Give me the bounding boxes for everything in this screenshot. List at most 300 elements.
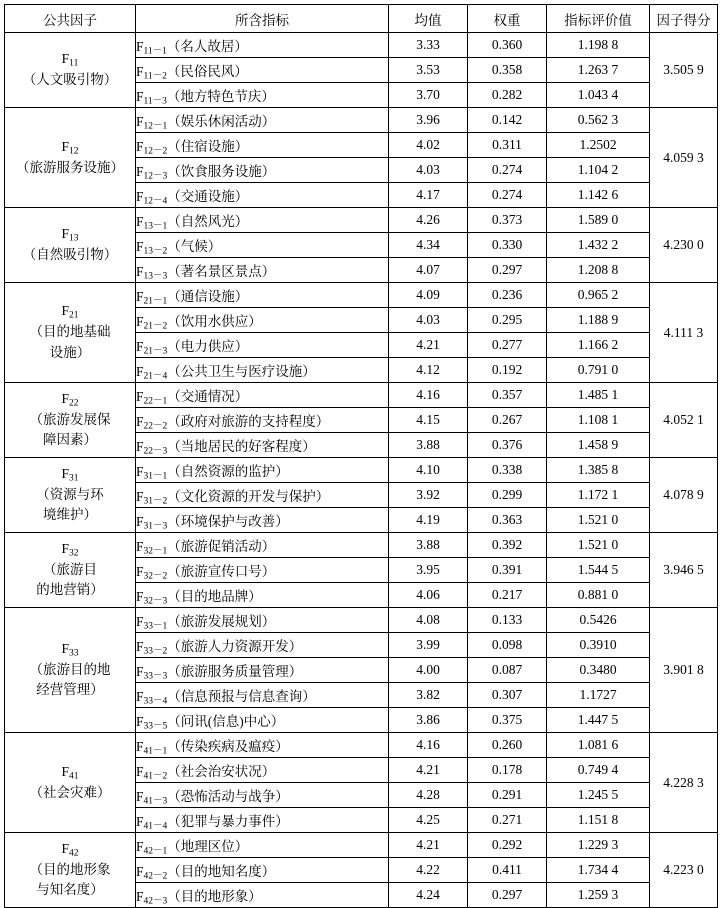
index-cell [136,158,389,183]
column-header-factor: 公共因子 [5,5,136,33]
eval-cell: 1.142 6 [547,183,650,208]
index-cell [136,283,389,308]
index-name: （气候） [167,239,222,254]
index-name: （信息预报与信息查询） [167,689,316,704]
index-cell [136,708,389,733]
factor-score-cell: 3.505 9 [650,33,718,108]
index-code: $F_{33-1}$ [136,614,168,632]
mean-cell: 4.09 [389,283,468,308]
index-subscript: 32－2 [143,571,168,582]
table-row [5,33,718,58]
factor-cell [5,208,136,283]
index-code: $F_{33-5}$ [136,714,168,732]
factor-score-cell: 4.228 3 [650,733,718,833]
index-cell [136,358,389,383]
index-cell [136,858,389,883]
factor-name: （旅游发展保 [29,411,111,427]
index-subscript: 33－5 [143,721,168,732]
index-code: $F_{13-2}$ [136,239,168,257]
eval-cell: 1.198 8 [547,33,650,58]
factor-code: $F_{32}$ [61,540,79,559]
index-name: （旅游人力资源开发） [167,639,303,654]
index-subscript: 11－3 [143,96,167,107]
table-row [5,608,718,633]
mean-cell: 4.25 [389,808,468,833]
factor-name: 设施） [49,344,91,360]
eval-cell: 0.749 4 [547,758,650,783]
index-cell [136,383,389,408]
index-name: （住宿设施） [167,139,249,154]
index-cell [136,433,389,458]
eval-cell: 1.544 5 [547,558,650,583]
mean-cell: 4.28 [389,783,468,808]
factor-name: （目的地形象 [29,861,111,877]
index-subscript: 31－3 [143,521,168,532]
mean-cell: 3.33 [389,33,468,58]
eval-cell: 1.447 5 [547,708,650,733]
index-code: $F_{42-2}$ [136,864,168,882]
eval-cell: 1.245 5 [547,783,650,808]
mean-cell: 3.99 [389,633,468,658]
index-subscript: 32－3 [143,596,168,607]
index-code: $F_{41-1}$ [136,739,168,757]
weight-cell: 0.338 [468,458,547,483]
index-name: （恐怖活动与战争） [167,789,289,804]
index-subscript: 42－1 [143,846,168,857]
weight-cell: 0.373 [468,208,547,233]
index-name: （旅游宣传口号） [167,564,276,579]
factor-name: （旅游服务设施） [16,159,124,175]
factor-name: 障因素） [43,432,97,448]
eval-cell: 1.188 9 [547,308,650,333]
index-subscript: 42－3 [143,896,168,907]
index-name: （交通设施） [167,189,249,204]
table-row [5,383,718,408]
index-code: $F_{31-2}$ [136,489,168,507]
index-subscript: 22－1 [143,396,168,407]
eval-cell: 1.432 2 [547,233,650,258]
index-name: （政府对旅游的支持程度） [167,414,330,429]
column-header-index: 所含指标 [136,5,389,33]
mean-cell: 4.16 [389,733,468,758]
factor-code: $F_{42}$ [61,840,79,859]
index-cell [136,33,389,58]
mean-cell: 3.86 [389,708,468,733]
index-subscript: 22－2 [143,421,168,432]
weight-cell: 0.357 [468,383,547,408]
index-code: $F_{42-3}$ [136,889,168,907]
eval-cell: 1.458 9 [547,433,650,458]
factor-cell [5,283,136,383]
factor-cell [5,383,136,458]
weight-cell: 0.133 [468,608,547,633]
factor-name: （自然吸引物） [22,247,118,262]
index-code: $F_{12-1}$ [136,114,168,132]
mean-cell: 4.24 [389,883,468,908]
index-code: $F_{21-3}$ [136,339,168,357]
eval-cell: 1.385 8 [547,458,650,483]
index-code: $F_{42-1}$ [136,839,168,857]
index-subscript: 41－1 [143,746,168,757]
factor-code: $F_{12}$ [61,138,79,157]
mean-cell: 3.88 [389,433,468,458]
index-cell [136,458,389,483]
evaluation-table [4,4,718,908]
eval-cell: 1.259 3 [547,883,650,908]
mean-cell: 4.07 [389,258,468,283]
index-name: （著名景区景点） [167,264,276,279]
index-cell [136,758,389,783]
index-subscript: 33－4 [143,696,168,707]
weight-cell: 0.297 [468,883,547,908]
eval-cell: 1.521 0 [547,508,650,533]
mean-cell: 4.06 [389,583,468,608]
mean-cell: 4.03 [389,158,468,183]
eval-cell: 0.791 0 [547,358,650,383]
mean-cell: 4.21 [389,333,468,358]
index-code: $F_{11-1}$ [136,39,167,57]
weight-cell: 0.087 [468,658,547,683]
index-code: $F_{33-3}$ [136,664,168,682]
table-row [5,733,718,758]
index-name: （通信设施） [167,289,249,304]
table-row [5,833,718,858]
factor-name: 境维护） [43,507,97,523]
mean-cell: 4.19 [389,508,468,533]
eval-cell: 1.166 2 [547,333,650,358]
index-name: （当地居民的好客程度） [167,439,316,454]
weight-cell: 0.375 [468,708,547,733]
table-row [5,208,718,233]
mean-cell: 3.88 [389,533,468,558]
column-header-eval: 指标评价值 [547,5,650,33]
index-name: （电力供应） [167,339,249,354]
index-code: $F_{41-2}$ [136,764,168,782]
weight-cell: 0.307 [468,683,547,708]
mean-cell: 4.16 [389,383,468,408]
index-subscript: 42－2 [143,871,168,882]
eval-cell: 1.263 7 [547,58,650,83]
factor-cell [5,608,136,733]
index-cell [136,183,389,208]
index-subscript: 41－3 [143,796,168,807]
index-name: （社会治安状况） [167,764,276,779]
index-subscript: 21－4 [143,371,168,382]
eval-cell: 1.1727 [547,683,650,708]
index-subscript: 21－2 [143,321,168,332]
index-name: （旅游促销活动） [167,539,276,554]
column-header-mean: 均值 [389,5,468,33]
factor-score-cell: 3.946 5 [650,533,718,608]
factor-subscript: 33 [69,648,79,659]
factor-subscript: 31 [69,473,79,484]
eval-cell: 1.172 1 [547,483,650,508]
eval-cell: 0.562 3 [547,108,650,133]
factor-code: $F_{33}$ [61,640,79,659]
mean-cell: 4.12 [389,358,468,383]
index-subscript: 21－3 [143,346,168,357]
weight-cell: 0.178 [468,758,547,783]
index-cell [136,783,389,808]
weight-cell: 0.282 [468,83,547,108]
eval-cell: 1.2502 [547,133,650,158]
factor-subscript: 11 [69,58,79,69]
weight-cell: 0.330 [468,233,547,258]
factor-cell [5,833,136,908]
index-code: $F_{21-1}$ [136,289,168,307]
weight-cell: 0.299 [468,483,547,508]
factor-subscript: 13 [69,233,79,244]
factor-score-cell: 4.230 0 [650,208,718,283]
index-code: $F_{13-1}$ [136,214,168,232]
weight-cell: 0.217 [468,583,547,608]
weight-cell: 0.391 [468,558,547,583]
eval-cell: 1.043 4 [547,83,650,108]
index-name: （目的地知名度） [167,864,276,879]
factor-name: （旅游目的地 [29,661,111,677]
index-subscript: 12－3 [143,171,168,182]
weight-cell: 0.363 [468,508,547,533]
index-code: $F_{12-4}$ [136,189,168,207]
eval-cell: 1.734 4 [547,858,650,883]
factor-code: $F_{31}$ [61,465,79,484]
weight-cell: 0.311 [468,133,547,158]
factor-subscript: 21 [69,310,79,321]
factor-cell [5,533,136,608]
index-code: $F_{22-2}$ [136,414,168,432]
table-row [5,458,718,483]
index-cell [136,333,389,358]
factor-cell [5,108,136,208]
factor-cell [5,33,136,108]
index-subscript: 21－1 [143,296,168,307]
index-cell [136,733,389,758]
index-name: （地方特色节庆） [166,89,275,104]
column-header-weight: 权重 [468,5,547,33]
eval-cell: 0.3910 [547,633,650,658]
index-code: $F_{41-3}$ [136,789,168,807]
eval-cell: 1.521 0 [547,533,650,558]
mean-cell: 3.53 [389,58,468,83]
index-subscript: 12－2 [143,146,168,157]
factor-code: $F_{13}$ [61,226,79,244]
weight-cell: 0.411 [468,858,547,883]
index-cell [136,308,389,333]
index-cell [136,408,389,433]
index-name: （旅游发展规划） [167,614,276,629]
index-subscript: 22－3 [143,446,168,457]
weight-cell: 0.274 [468,158,547,183]
index-code: $F_{12-2}$ [136,139,168,157]
index-cell [136,808,389,833]
index-cell [136,133,389,158]
index-cell [136,683,389,708]
index-name: （犯罪与暴力事件） [167,814,289,829]
factor-cell [5,733,136,833]
index-code: $F_{11-3}$ [136,89,167,107]
index-name: （娱乐休闲活动） [167,114,276,129]
weight-cell: 0.295 [468,308,547,333]
table-row [5,533,718,558]
eval-cell: 0.5426 [547,608,650,633]
index-cell [136,258,389,283]
table-header-row [5,5,718,33]
mean-cell: 4.21 [389,758,468,783]
eval-cell: 0.965 2 [547,283,650,308]
eval-cell: 1.151 8 [547,808,650,833]
mean-cell: 4.15 [389,408,468,433]
table-row [5,108,718,133]
weight-cell: 0.098 [468,633,547,658]
index-subscript: 31－1 [143,471,168,482]
mean-cell: 4.08 [389,608,468,633]
mean-cell: 4.02 [389,133,468,158]
index-code: $F_{32-2}$ [136,564,168,582]
eval-cell: 1.104 2 [547,158,650,183]
factor-subscript: 12 [69,146,79,157]
mean-cell: 4.00 [389,658,468,683]
factor-code: $F_{41}$ [61,763,79,782]
eval-cell: 0.3480 [547,658,650,683]
factor-name: （旅游目 [43,561,97,577]
factor-name: （人文吸引物） [22,72,118,87]
index-name: （自然风光） [167,214,249,229]
factor-subscript: 41 [69,771,79,782]
index-code: $F_{33-2}$ [136,639,168,657]
index-subscript: 33－3 [143,671,168,682]
index-name: （目的地形象） [167,889,262,904]
index-name: （公共卫生与医疗设施） [167,364,316,379]
index-cell [136,608,389,633]
index-cell [136,208,389,233]
index-cell [136,833,389,858]
index-cell [136,583,389,608]
index-code: $F_{21-2}$ [136,314,168,332]
index-subscript: 12－1 [143,121,168,132]
index-code: $F_{21-4}$ [136,364,168,382]
index-code: $F_{41-4}$ [136,814,168,832]
weight-cell: 0.360 [468,33,547,58]
index-code: $F_{33-4}$ [136,689,168,707]
factor-cell [5,458,136,533]
index-code: $F_{11-2}$ [136,64,167,82]
index-code: $F_{31-1}$ [136,464,168,482]
eval-cell: 1.081 6 [547,733,650,758]
factor-subscript: 32 [69,548,79,559]
mean-cell: 3.96 [389,108,468,133]
index-code: $F_{12-3}$ [136,164,168,182]
index-subscript: 13－1 [143,221,168,232]
index-name: （旅游服务质量管理） [167,664,303,679]
mean-cell: 4.34 [389,233,468,258]
weight-cell: 0.267 [468,408,547,433]
index-name: （文化资源的开发与保护） [167,489,330,504]
index-cell [136,508,389,533]
index-name: （民俗民风） [166,64,248,79]
index-cell [136,233,389,258]
index-cell [136,108,389,133]
index-name: （目的地品牌） [167,589,262,604]
factor-score-cell: 4.052 1 [650,383,718,458]
factor-code: $F_{11}$ [61,51,79,69]
index-name: （饮用水供应） [167,314,262,329]
column-header-score: 因子得分 [650,5,718,33]
index-name: （名人故居） [166,39,248,54]
mean-cell: 4.22 [389,858,468,883]
index-cell [136,658,389,683]
index-subscript: 13－3 [143,271,168,282]
index-subscript: 32－1 [143,546,168,557]
factor-name: （社会灾难） [29,784,111,800]
index-code: $F_{22-1}$ [136,389,168,407]
index-code: $F_{13-3}$ [136,264,168,282]
index-cell [136,558,389,583]
mean-cell: 3.92 [389,483,468,508]
index-code: $F_{32-3}$ [136,589,168,607]
factor-score-cell: 3.901 8 [650,608,718,733]
index-subscript: 12－4 [143,196,168,207]
weight-cell: 0.236 [468,283,547,308]
index-name: （自然资源的监护） [167,464,289,479]
eval-cell: 0.881 0 [547,583,650,608]
factor-score-cell: 4.223 0 [650,833,718,908]
factor-score-cell: 4.059 3 [650,108,718,208]
mean-cell: 4.03 [389,308,468,333]
factor-score-cell: 4.078 9 [650,458,718,533]
index-code: $F_{32-1}$ [136,539,168,557]
index-name: （交通情况） [167,389,249,404]
index-cell [136,883,389,908]
table-body [5,33,718,908]
mean-cell: 3.70 [389,83,468,108]
weight-cell: 0.260 [468,733,547,758]
factor-subscript: 42 [69,848,79,859]
factor-code: $F_{22}$ [61,390,79,409]
weight-cell: 0.271 [468,808,547,833]
eval-cell: 1.208 8 [547,258,650,283]
mean-cell: 4.10 [389,458,468,483]
weight-cell: 0.292 [468,833,547,858]
index-cell [136,533,389,558]
index-cell [136,83,389,108]
index-subscript: 33－2 [143,646,168,657]
table-row [5,283,718,308]
factor-subscript: 22 [69,398,79,409]
index-name: （传染疾病及瘟疫） [167,739,289,754]
eval-cell: 1.229 3 [547,833,650,858]
factor-name: 与知名度） [36,882,104,898]
index-subscript: 13－2 [143,246,168,257]
index-code: $F_{31-3}$ [136,514,168,532]
eval-cell: 1.485 1 [547,383,650,408]
mean-cell: 4.26 [389,208,468,233]
eval-cell: 1.589 0 [547,208,650,233]
index-subscript: 31－2 [143,496,168,507]
weight-cell: 0.274 [468,183,547,208]
table-header [5,5,718,33]
index-name: （饮食服务设施） [167,164,276,179]
index-code: $F_{22-3}$ [136,439,168,457]
index-name: （问讯(信息)中心） [167,714,285,729]
weight-cell: 0.142 [468,108,547,133]
index-subscript: 11－1 [143,46,167,57]
mean-cell: 3.95 [389,558,468,583]
index-subscript: 33－1 [143,621,168,632]
mean-cell: 4.21 [389,833,468,858]
weight-cell: 0.192 [468,358,547,383]
index-subscript: 41－4 [143,821,168,832]
factor-name: 的地营销） [36,582,104,598]
